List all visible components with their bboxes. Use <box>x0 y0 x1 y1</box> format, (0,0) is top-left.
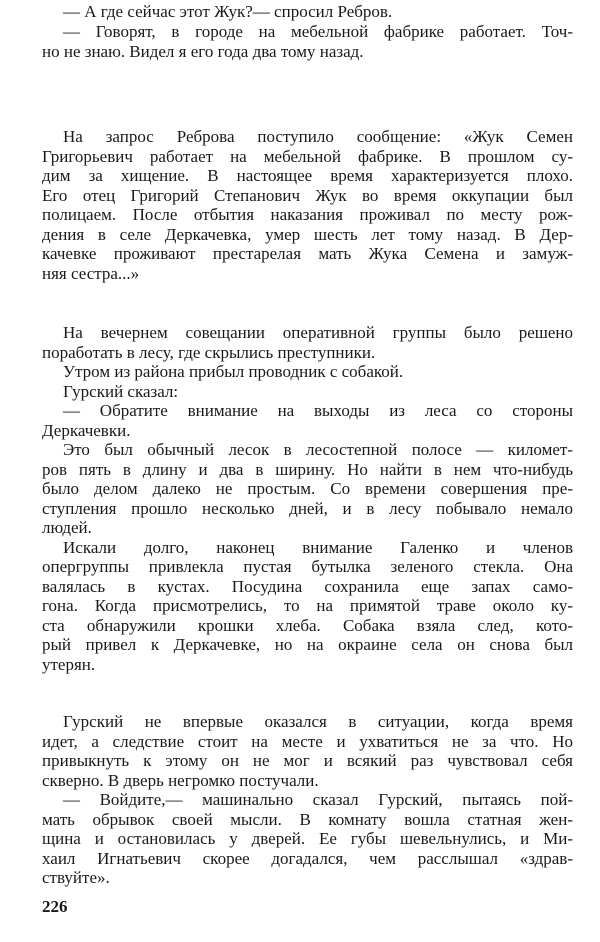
text-line: — А где сейчас этот Жук?— спросил Ребров. <box>63 2 393 21</box>
text-line: Деркачевки. <box>42 420 131 440</box>
text-line: хаил Игнатьевич скорее догадался, чем расслышал «здрав- <box>42 848 573 868</box>
report-paragraph <box>42 127 573 283</box>
text-line: привыкнуть к этому он не мог и всякий раз чувствовал себя <box>42 751 573 770</box>
text-line: утерян. <box>42 654 96 674</box>
text-line: полицаем. После отбытия наказания проживал по месту рож- <box>42 205 573 224</box>
text-line: гона. Когда присмотрелись, то на примятой траве около ку- <box>42 596 573 615</box>
text-line: Искали долго, наконец внимание Галенко и членов <box>63 537 573 557</box>
page-number: 226 <box>42 897 68 916</box>
text-line: Гурский сказал: <box>63 381 179 401</box>
text-line: дения в селе Деркачевка, умер шесть лет тому назад. В Дер- <box>42 224 573 244</box>
text-line: ров пять в длину и два в ширину. Но найти в нем что-нибудь <box>42 459 573 479</box>
text-line: Его отец Григорий Степанович Жук во время оккупации был <box>42 185 573 205</box>
text-line: дим за хищение. В настоящее время характеризуется плохо. <box>42 166 573 185</box>
text-line: Гурский не впервые оказался в ситуации, когда время <box>63 712 573 731</box>
text-line: скверно. В дверь негромко постучали. <box>42 770 319 790</box>
text-line: поработать в лесу, где скрылись преступники. <box>42 342 376 362</box>
text-line: щина и остановилась у дверей. Ее губы шевельнулись, и Ми- <box>42 829 573 848</box>
text-line: ста обнаружили крошки хлеба. Собака взяла след, кото- <box>42 615 573 635</box>
text-line: рый привел к Деркачевке, но на окраине села он снова был <box>42 635 573 654</box>
forest-search-section <box>42 323 573 674</box>
text-line: качевке проживают престарелая мать Жука Семена и замуж- <box>42 244 573 263</box>
text-line: — Войдите,— машинально сказал Гурский, пытаясь пой- <box>63 790 573 809</box>
text-line: Это был обычный лесок в лесостепной полосе — километ- <box>63 440 573 459</box>
text-line: ствуйте». <box>42 868 110 887</box>
text-line: но не знаю. Видел я его года два тому назад. <box>42 42 364 61</box>
dialogue-section <box>42 2 573 62</box>
text-line: — Обратите внимание на выходы из леса со стороны <box>63 401 573 420</box>
text-line: Григорьевич работает на мебельной фабрике. В прошлом су- <box>42 146 573 166</box>
text-line: На вечернем совещании оперативной группы было решено <box>63 323 573 342</box>
text-line: — Говорят, в городе на мебельной фабрике работает. Точ- <box>63 22 573 41</box>
text-line: было делом далеко не простым. Со времени совершения пре- <box>42 479 573 498</box>
text-line: мать обрывок своей мысли. В комнату вошла статная жен- <box>42 809 573 829</box>
text-line: няя сестра...» <box>42 263 140 283</box>
text-line: валялась в кустах. Посудина сохранила еще запах само- <box>42 576 573 596</box>
text-line: ступления прошло несколько дней, и в лесу побывало немало <box>42 498 573 518</box>
text-line: идет, а следствие стоит на месте и ухватиться не за что. Но <box>42 731 573 751</box>
text-line: опергруппы привлекла пустая бутылка зеленого стекла. Она <box>42 557 573 576</box>
text-line: Утром из района прибыл проводник с собакой. <box>63 362 404 381</box>
text-line: людей. <box>42 518 92 537</box>
text-line: На запрос Реброва поступило сообщение: «Жук Семен <box>63 127 573 146</box>
gursky-section <box>42 712 573 888</box>
